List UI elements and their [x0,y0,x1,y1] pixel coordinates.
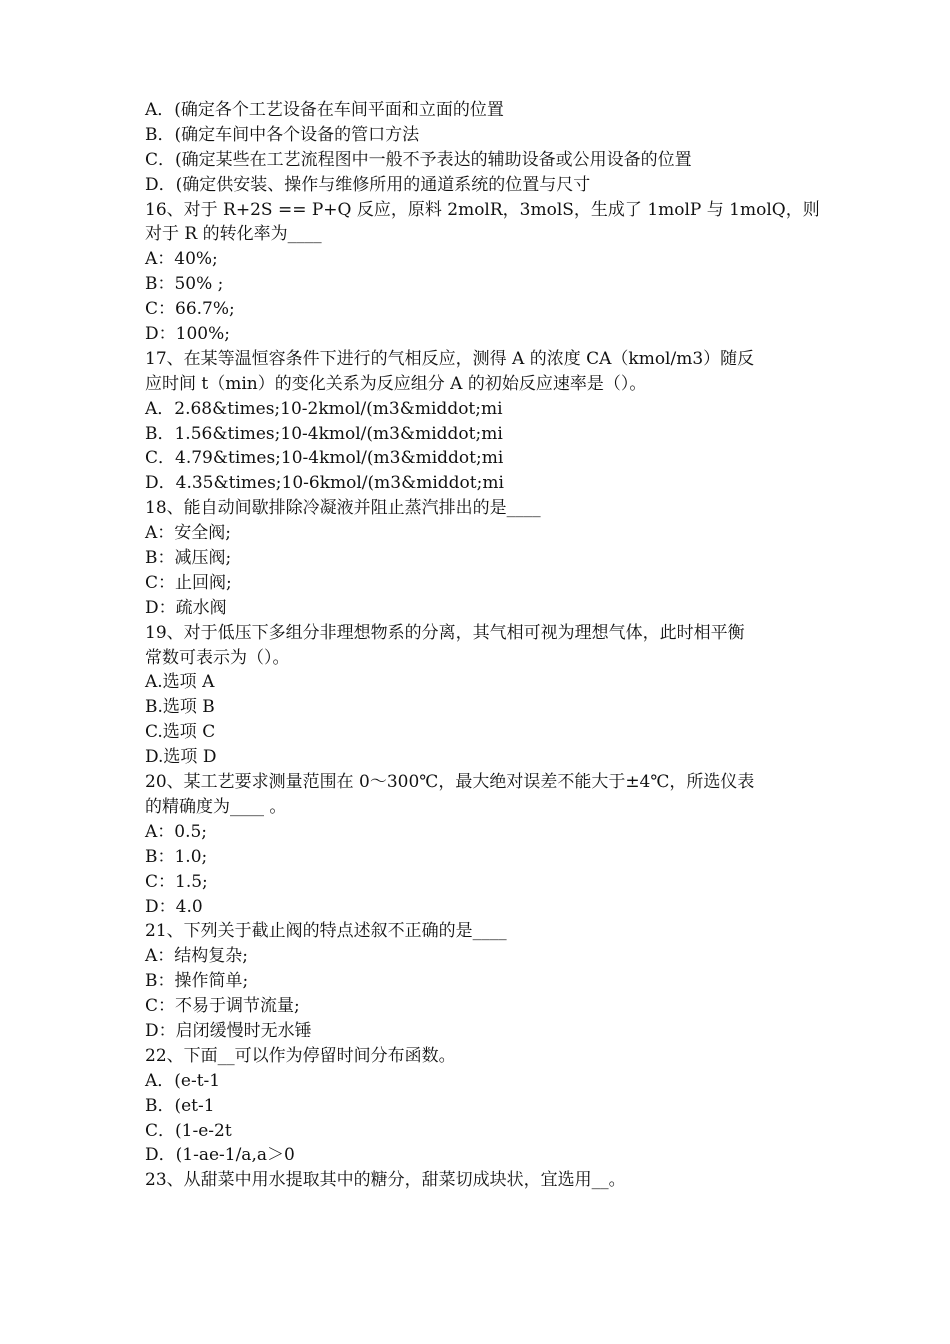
option-line: D：疏水阀 [145,597,227,618]
option-line: D：4.0 [145,896,203,917]
option-line: D．4.35&times;10-6kmol/(m3&middot;mi [145,473,504,494]
option-line: C．(1-e-2t [145,1120,232,1141]
option-line: C：不易于调节流量; [145,996,300,1017]
option-line: C：66.7%; [145,299,235,320]
option-line: D：启闭缓慢时无水锤 [145,1020,312,1041]
option-line: C．4.79&times;10-4kmol/(m3&middot;mi [145,448,504,469]
option-line: A：结构复杂; [145,946,249,967]
option-line: A.选项 A [145,672,215,693]
question-19-continued: 常数可表示为（）。 [145,647,290,668]
option-line: C：1.5; [145,871,208,892]
question-16-continued: 对于 R 的转化率为____ [145,224,322,245]
option-line: B：操作简单; [145,971,249,992]
question-20-continued: 的精确度为____ 。 [145,796,287,817]
option-line: D．(1-ae-1/a,a＞0 [145,1145,295,1166]
option-line: C．(确定某些在工艺流程图中一般不予表达的辅助设备或公用设备的位置 [145,149,692,170]
question-21: 21、下列关于截止阀的特点述叙不正确的是____ [145,921,507,942]
option-line: A：40%; [145,249,218,270]
option-line: D：100%; [145,324,230,345]
option-line: B：50% ; [145,274,224,295]
option-line: B．(et-1 [145,1095,215,1116]
option-line: C.选项 C [145,722,216,743]
option-line: B：减压阀; [145,548,232,569]
question-23: 23、从甜菜中用水提取其中的糖分，甜菜切成块状，宜选用__。 [145,1170,626,1191]
option-line: A：0.5; [145,821,208,842]
question-17: 17、在某等温恒容条件下进行的气相反应，测得 A 的浓度 CA（kmol/m3）随反 [145,348,755,369]
option-line: B：1.0; [145,846,208,867]
option-line: B.选项 B [145,697,215,718]
question-20: 20、某工艺要求测量范围在 0～300℃，最大绝对误差不能大于±4℃，所选仪表 [145,772,755,793]
option-line: A．(确定各个工艺设备在车间平面和立面的位置 [145,100,504,120]
option-line: A：安全阀; [145,523,232,544]
option-line: A．(e-t-1 [145,1070,221,1091]
option-line: A．2.68&times;10-2kmol/(m3&middot;mi [145,398,503,419]
option-line: C：止回阀; [145,572,232,593]
option-line: D.选项 D [145,747,217,768]
option-line: B．1.56&times;10-4kmol/(m3&middot;mi [145,423,503,444]
question-18: 18、能自动间歇排除冷凝液并阻止蒸汽排出的是____ [145,498,541,519]
document-body [145,98,820,1193]
option-line: B．(确定车间中各个设备的管口方法 [145,124,420,145]
question-19: 19、对于低压下多组分非理想物系的分离，其气相可视为理想气体，此时相平衡 [145,622,745,643]
question-16: 16、对于 R+2S == P+Q 反应，原料 2molR，3molS，生成了 1molP 与 1molQ，则 [145,199,820,220]
option-line: D．(确定供安装、操作与维修所用的通道系统的位置与尺寸 [145,174,591,195]
question-22: 22、下面__可以作为停留时间分布函数。 [145,1045,456,1066]
question-17-continued: 应时间 t（min）的变化关系为反应组分 A 的初始反应速率是（）。 [145,373,647,394]
